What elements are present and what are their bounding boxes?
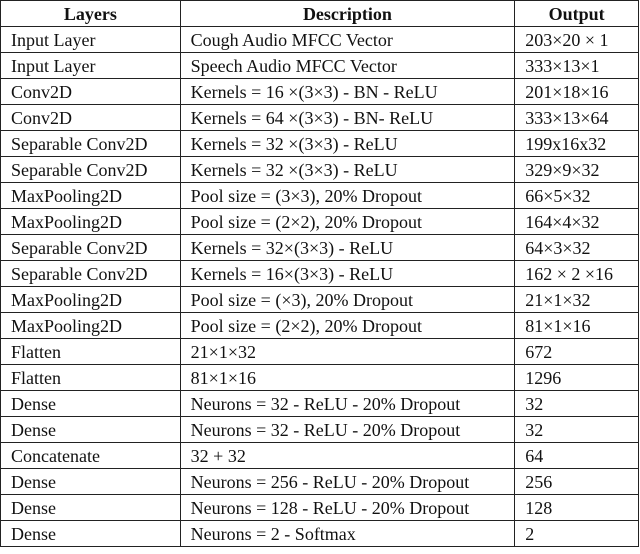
layer-cell: MaxPooling2D — [1, 313, 181, 339]
output-cell: 162 × 2 ×16 — [515, 261, 639, 287]
table-row — [1, 391, 639, 417]
output-cell: 64×3×32 — [515, 235, 639, 261]
layer-cell: Conv2D — [1, 105, 181, 131]
description-cell: Pool size = (2×2), 20% Dropout — [180, 313, 515, 339]
table-row — [1, 495, 639, 521]
description-cell: Neurons = 32 - ReLU - 20% Dropout — [180, 417, 515, 443]
output-cell: 21×1×32 — [515, 287, 639, 313]
table-row — [1, 157, 639, 183]
description-cell: Kernels = 32 ×(3×3) - ReLU — [180, 131, 515, 157]
header-output: Output — [515, 1, 639, 27]
output-cell: 329×9×32 — [515, 157, 639, 183]
layer-cell: Separable Conv2D — [1, 157, 181, 183]
description-cell: Neurons = 2 - Softmax — [180, 521, 515, 547]
layer-cell: Flatten — [1, 365, 181, 391]
layer-cell: Input Layer — [1, 27, 181, 53]
header-layers: Layers — [1, 1, 181, 27]
table-row — [1, 469, 639, 495]
table-row — [1, 313, 639, 339]
table-row — [1, 339, 639, 365]
output-cell: 64 — [515, 443, 639, 469]
description-cell: Neurons = 128 - ReLU - 20% Dropout — [180, 495, 515, 521]
table-row — [1, 131, 639, 157]
header-row — [1, 1, 639, 27]
table-row — [1, 287, 639, 313]
output-cell: 128 — [515, 495, 639, 521]
table-row — [1, 365, 639, 391]
table-row — [1, 27, 639, 53]
description-cell: Pool size = (2×2), 20% Dropout — [180, 209, 515, 235]
output-cell: 66×5×32 — [515, 183, 639, 209]
layer-cell: Dense — [1, 469, 181, 495]
description-cell: Pool size = (3×3), 20% Dropout — [180, 183, 515, 209]
table-row — [1, 521, 639, 547]
description-cell: Kernels = 32 ×(3×3) - ReLU — [180, 157, 515, 183]
table-row — [1, 261, 639, 287]
table-row — [1, 105, 639, 131]
output-cell: 164×4×32 — [515, 209, 639, 235]
layer-cell: MaxPooling2D — [1, 287, 181, 313]
table-row — [1, 183, 639, 209]
output-cell: 333×13×64 — [515, 105, 639, 131]
description-cell: Kernels = 64 ×(3×3) - BN- ReLU — [180, 105, 515, 131]
layer-cell: Separable Conv2D — [1, 235, 181, 261]
output-cell: 81×1×16 — [515, 313, 639, 339]
header-description: Description — [180, 1, 515, 27]
table-row — [1, 235, 639, 261]
output-cell: 1296 — [515, 365, 639, 391]
table-row — [1, 417, 639, 443]
description-cell: 81×1×16 — [180, 365, 515, 391]
layer-cell: MaxPooling2D — [1, 183, 181, 209]
output-cell: 256 — [515, 469, 639, 495]
description-cell: Kernels = 32×(3×3) - ReLU — [180, 235, 515, 261]
output-cell: 199x16x32 — [515, 131, 639, 157]
output-cell: 32 — [515, 391, 639, 417]
output-cell: 2 — [515, 521, 639, 547]
description-cell: Kernels = 16×(3×3) - ReLU — [180, 261, 515, 287]
description-cell: Cough Audio MFCC Vector — [180, 27, 515, 53]
output-cell: 333×13×1 — [515, 53, 639, 79]
table-row — [1, 443, 639, 469]
table-row — [1, 79, 639, 105]
description-cell: 21×1×32 — [180, 339, 515, 365]
table-row — [1, 53, 639, 79]
description-cell: Pool size = (×3), 20% Dropout — [180, 287, 515, 313]
layer-cell: Dense — [1, 417, 181, 443]
layer-cell: Dense — [1, 495, 181, 521]
description-cell: Speech Audio MFCC Vector — [180, 53, 515, 79]
layer-cell: Dense — [1, 391, 181, 417]
description-cell: Neurons = 256 - ReLU - 20% Dropout — [180, 469, 515, 495]
layer-cell: MaxPooling2D — [1, 209, 181, 235]
layer-cell: Concatenate — [1, 443, 181, 469]
output-cell: 32 — [515, 417, 639, 443]
layer-cell: Separable Conv2D — [1, 261, 181, 287]
layer-cell: Conv2D — [1, 79, 181, 105]
layer-cell: Flatten — [1, 339, 181, 365]
table-row — [1, 209, 639, 235]
output-cell: 672 — [515, 339, 639, 365]
description-cell: 32 + 32 — [180, 443, 515, 469]
output-cell: 201×18×16 — [515, 79, 639, 105]
layer-cell: Dense — [1, 521, 181, 547]
description-cell: Kernels = 16 ×(3×3) - BN - ReLU — [180, 79, 515, 105]
table-body — [1, 27, 639, 547]
layer-cell: Separable Conv2D — [1, 131, 181, 157]
description-cell: Neurons = 32 - ReLU - 20% Dropout — [180, 391, 515, 417]
output-cell: 203×20 × 1 — [515, 27, 639, 53]
layer-cell: Input Layer — [1, 53, 181, 79]
